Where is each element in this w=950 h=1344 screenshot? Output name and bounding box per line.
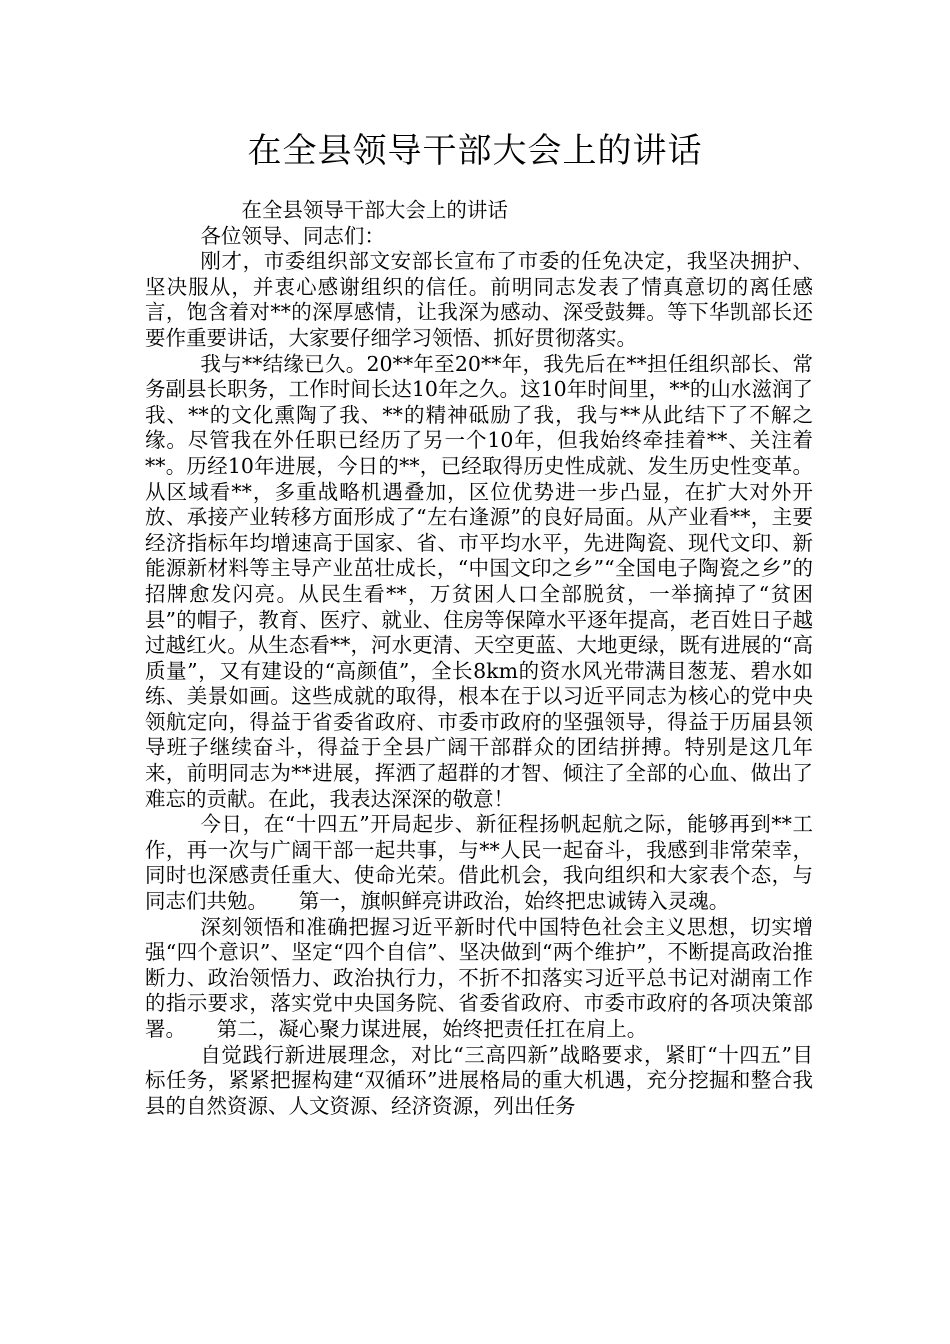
greeting: 各位领导、同志们： bbox=[200, 223, 385, 248]
paragraph-1: 刚才，市委组织部文安部长宣布了市委的任免决定，我坚决拥护、坚决服从，并衷心感谢组织的信任。前明同志发表了情真意切的离任感言，饱含着对**的深厚感情，让我深为感动、深受鼓舞。等下华凯部长还要作重要讲话，大家要仔细学习领悟、抓好贯彻落实。 bbox=[145, 249, 813, 350]
document-subtitle: 在全县领导干部大会上的讲话 bbox=[241, 198, 508, 222]
paragraph-3: 今日，在“十四五”开局起步、新征程扬帆起航之际，能够再到**工作，再一次与广阔干部一起共事，与**人民一起奋斗，我感到非常荣幸，同时也深感责任重大、使命光荣。借此机会，我向组织和大家表个态，与同志们共勉。 第一，旗帜鲜亮讲政治，始终把忠诚铸入灵魂。 bbox=[145, 812, 813, 914]
document-title: 在全县领导干部大会上的讲话 bbox=[247, 131, 703, 171]
paragraph-4: 深刻领悟和准确把握习近平新时代中国特色社会主义思想，切实增强“四个意识”、坚定“四个自信”、坚决做到“两个维护”，不断提高政治推断力、政治领悟力、政治执行力，不折不扣落实习近平总书记对湖南工作的指示要求，落实党中央国务院、省委省政府、市委市政府的各项决策部署。 第二，凝心聚力谋进展，始终把责任扛在肩上。 bbox=[145, 914, 813, 1041]
document-body bbox=[145, 198, 813, 1119]
paragraph-5: 自觉践行新进展理念，对比“三高四新”战略要求，紧盯“十四五”目标任务，紧紧把握构建“双循环”进展格局的重大机遇，充分挖掘和整合我县的自然资源、人文资源、经济资源，列出任务 bbox=[145, 1042, 813, 1118]
paragraph-2: 我与**结缘已久。20**年至20**年，我先后在**担任组织部长、常务副县长职务，工作时间长达10年之久。这10年时间里，**的山水滋润了我、**的文化熏陶了我、**的精神砥励了我，我与**从此结下了不解之缘。尽管我在外任职已经历了另一个10年，但我始终牵挂着**、关注着**。历经10年进展，今日的**，已经取得历史性成就、发生历史性变革。从区域看**，多重战略机遇叠加，区位优势进一步凸显，在扩大对外开放、承接产业转移方面形成了“左右逢源”的良好局面。从产业看**，主要经济指标年均增速高于国家、省、市平均水平，先进陶瓷、现代文印、新能源新材料等主导产业茁壮成长，“中国文印之乡”“全国电子陶瓷之乡”的招牌愈发闪亮。从民生看**，万贫困人口全部脱贫，一举摘掉了“贫困县”的帽子，教育、医疗、就业、住房等保障水平逐年提高，老百姓日子越过越红火。从生态看**，河水更清、天空更蓝、大地更绿，既有进展的“高质量”，又有建设的“高颜值”，全长8km的资水风光带满目葱茏、碧水如练、美景如画。这些成就的取得，根本在于以习近平同志为核心的党中央领航定向，得益于省委省政府、市委市政府的坚强领导，得益于历届县领导班子继续奋斗，得益于全县广阔干部群众的团结拼搏。特别是这几年来，前明同志为**进展，挥洒了超群的才智、倾注了全部的心血、做出了难忘的贡献。在此，我表达深深的敬意！ bbox=[145, 351, 813, 811]
